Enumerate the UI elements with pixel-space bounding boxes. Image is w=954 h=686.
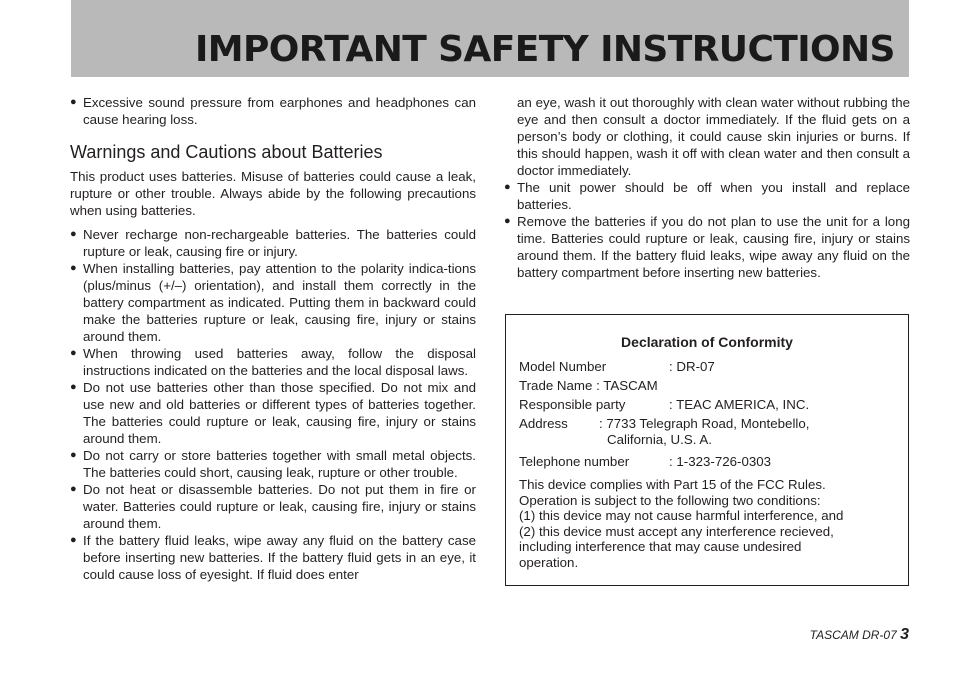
- bullet-icon: ●: [70, 483, 77, 495]
- list-item: ● When installing batteries, pay attention to the polarity indica-tions (plus/minus (+/–) orientation), and install them correctly in the battery compartment as indicated. Putting them in backward could make the batteries rupture or leak, causing fire, injury or stains around them.: [70, 261, 476, 344]
- section-heading: Warnings and Cautions about Batteries: [70, 142, 383, 162]
- list-item: ● Never recharge non-rechargeable batteries. The batteries could rupture or leak, causing fire or injury.: [70, 227, 476, 259]
- bullet-icon: ●: [70, 449, 77, 461]
- phone-value: : 1-323-726-0303: [669, 454, 772, 469]
- right-column: [504, 94, 910, 281]
- list-item: ● When throwing used batteries away, follow the disposal instructions indicated on the batteries and the local disposal laws.: [70, 346, 476, 378]
- bullet-icon: ●: [70, 534, 77, 546]
- trade-name: Trade Name : TASCAM: [519, 378, 658, 393]
- fcc-statement: This device complies with Part 15 of the FCC Rules. Operation is subject to the following two conditions: (1) this device may not cause harmful interference, and (2) this device must accept any interference recieved, including interference that may cause undesired operation.: [519, 477, 844, 570]
- list-item: ● Excessive sound pressure from earphones and headphones can cause hearing loss.: [70, 95, 476, 127]
- bullet-icon: ●: [70, 347, 77, 359]
- address-value: : 7733 Telegraph Road, Montebello, California, U.S. A.: [599, 416, 810, 447]
- left-column: [70, 94, 476, 583]
- list-item: ● The unit power should be off when you install and replace batteries.: [504, 180, 910, 212]
- party-row: [519, 397, 908, 416]
- intro-paragraph: This product uses batteries. Misuse of batteries could cause a leak, rupture or other trouble. Always abide by the following precautions when using batteries.: [70, 169, 476, 218]
- party-label: Responsible party: [519, 397, 626, 412]
- title-banner: [71, 0, 909, 77]
- bullet-icon: ●: [70, 228, 77, 240]
- phone-label: Telephone number: [519, 454, 630, 469]
- trade-row: [519, 378, 908, 397]
- model-label: Model Number: [519, 359, 607, 374]
- bullet-icon: ●: [70, 262, 77, 274]
- declaration-box: [505, 314, 909, 586]
- page-footer: [810, 626, 909, 644]
- battery-precautions-list-continued: [504, 179, 910, 281]
- list-item: ● If the battery fluid leaks, wipe away any fluid on the battery case before inserting new batteries. If the battery fluid gets in an eye, it could cause loss of eyesight. If fluid does enter: [70, 533, 476, 582]
- address-label: Address: [519, 416, 568, 431]
- party-value: : TEAC AMERICA, INC.: [669, 397, 810, 412]
- address-row: [519, 416, 908, 454]
- continued-paragraph: an eye, wash it out thoroughly with clean water without rubbing the eye and then consult a doctor immediately. If the fluid gets on a person’s body or clothing, it could cause skin injuries or burns. If this should happen, wash it off with clean water and then consult a doctor immediately.: [517, 95, 910, 178]
- model-row: [519, 359, 908, 378]
- phone-row: [519, 454, 908, 473]
- bullet-icon: ●: [70, 381, 77, 393]
- list-item: ● Do not use batteries other than those specified. Do not mix and use new and old batteries or different types of batteries together. The batteries could rupture or leak, causing fire, injury or stains around them.: [70, 380, 476, 446]
- hearing-warning-list: [70, 94, 476, 128]
- list-item: ● Remove the batteries if you do not plan to use the unit for a long time. Batteries could rupture or leak, causing fire, injury or stains around them. If the battery fluid leaks, wipe away any fluid on the battery compartment before inserting new batteries.: [504, 214, 910, 280]
- list-item: ● Do not heat or disassemble batteries. Do not put them in fire or water. Batteries could rupture or leak, causing fire, injury or stains around them.: [70, 482, 476, 531]
- page-title: IMPORTANT SAFETY INSTRUCTIONS: [195, 29, 895, 70]
- list-item: ● Do not carry or store batteries together with small metal objects. The batteries could short, causing leak, rupture or other trouble.: [70, 448, 476, 480]
- bullet-icon: ●: [504, 181, 511, 193]
- page-number: 3: [900, 626, 909, 643]
- model-value: : DR-07: [669, 359, 715, 374]
- bullet-icon: ●: [70, 96, 77, 108]
- footer-brand: TASCAM DR-07: [809, 628, 897, 642]
- bullet-icon: ●: [504, 215, 511, 227]
- declaration-title: Declaration of Conformity: [621, 334, 793, 350]
- battery-precautions-list: [70, 226, 476, 583]
